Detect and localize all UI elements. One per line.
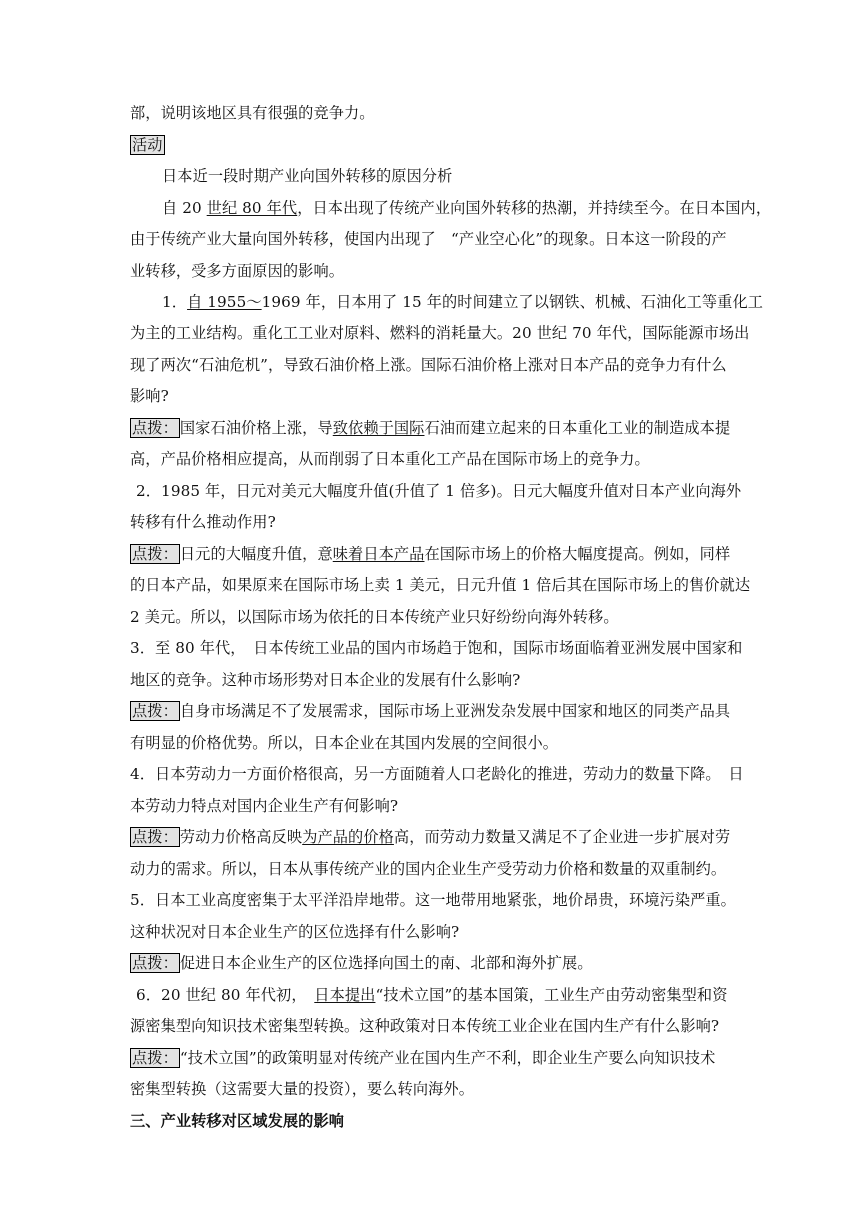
tip-label: 点拨： [132, 828, 178, 846]
text: 的日本产品，如果原来在国际市场上卖 1 美元，日元升值 1 倍后其在国际市场上的售价就达 [130, 576, 751, 594]
text: 现了两次“石油危机”，导致石油价格上涨。国际石油价格上涨对日本产品的竞争力有什么 [130, 356, 727, 374]
text: 动力的需求。所以，日本从事传统产业的国内企业生产受劳动力价格和数量的双重制约。 [130, 860, 727, 878]
underlined-text: 为产品的价格 [302, 828, 394, 846]
para-line [130, 859, 730, 879]
text: 日元的大幅度升值，意 [179, 545, 333, 563]
tip-6 [130, 1048, 730, 1068]
para-line [130, 323, 750, 343]
text: 这种状况对日本企业生产的区位选择有什么影响? [130, 923, 460, 941]
text: 劳动力价格高反映 [179, 828, 303, 846]
question-1 [162, 292, 762, 312]
text: ，日本出现了传统产业向国外转移的热潮，并持续至今。在日本国内， [297, 199, 772, 217]
tip-label: 点拨： [132, 1049, 178, 1067]
tip-label: 点拨： [132, 954, 178, 972]
text: 1． [162, 293, 188, 311]
text: 本劳动力特点对国内企业生产有何影响? [130, 797, 399, 815]
underlined-text: 世纪 80 年代 [206, 199, 298, 217]
para-line [130, 512, 730, 532]
underlined-text: 自 1955～ [187, 293, 262, 311]
para-line [130, 103, 730, 123]
para-line [130, 922, 730, 942]
text: 促进日本企业生产的区位选择向国土的南、北部和海外扩展。 [179, 954, 593, 972]
text: 2 美元。所以，以国际市场为依托的日本传统产业只好纷纷向海外转移。 [130, 608, 619, 626]
tip-4 [130, 827, 730, 847]
text: 自身市场满足不了发展需求，国际市场上亚洲发杂发展中国家和地区的同类产品具 [179, 702, 731, 720]
text: 6．20 世纪 80 年代初， [136, 986, 315, 1004]
tip-2 [130, 544, 730, 564]
para-line [162, 198, 772, 218]
text: 5．日本工业高度密集于太平洋沿岸地带。这一地带用地紧张，地价昂贵，环境污染严重。 [130, 891, 736, 909]
text: 3．至 80 年代， 日本传统工业品的国内市场趋于饱和，国际市场面临着亚洲发展中国家和 [130, 639, 743, 657]
para-line [130, 386, 730, 406]
text: 高，而劳动力数量又满足不了企业进一步扩展对劳 [393, 828, 731, 846]
text: 2．1985 年，日元对美元大幅度升值(升值了 1 倍多)。日元大幅度升值对日本产业向海外 [136, 482, 742, 500]
text: “技术立国”的基本国策，工业生产由劳动密集型和资 [375, 986, 728, 1004]
activity-label: 活动 [132, 136, 163, 154]
heading-text: 三、产业转移对区域发展的影响 [130, 1112, 345, 1130]
underlined-text: 致依赖于国际 [332, 419, 425, 437]
underlined-text: 味着日本产品 [332, 545, 425, 563]
text: 在国际市场上的价格大幅度提高。例如，同样 [424, 545, 731, 563]
underlined-text: 日本提出 [314, 986, 376, 1004]
text: 源密集型向知识技术密集型转换。这种政策对日本传统工业企业在国内生产有什么影响? [130, 1017, 720, 1035]
text: 石油而建立起来的日本重化工业的制造成本提 [424, 419, 731, 437]
text: 日本近一段时期产业向国外转移的原因分析 [162, 167, 453, 185]
text: 业转移，受多方面原因的影响。 [130, 262, 345, 280]
question-3 [130, 638, 743, 658]
para-line [130, 229, 730, 249]
para-line [130, 1079, 730, 1099]
text: 自 20 [162, 199, 207, 217]
para-line [130, 733, 730, 753]
text: 有明显的价格优势。所以，日本企业在其国内发展的空间很小。 [130, 734, 559, 752]
text: 为主的工业结构。重化工工业对原料、燃料的消耗量大。20 世纪 70 年代，国际能源市场出 [130, 324, 750, 342]
para-line [130, 607, 730, 627]
tip-5 [130, 953, 730, 973]
section-subtitle [162, 166, 762, 186]
para-line [130, 355, 730, 375]
question-6 [136, 985, 736, 1005]
section-heading [130, 1111, 730, 1131]
text: “技术立国”的政策明显对传统产业在国内生产不利，即企业生产要么向知识技术 [179, 1049, 716, 1067]
text: 部，说明该地区具有很强的竞争力。 [130, 104, 375, 122]
para-line [130, 261, 730, 281]
tip-label: 点拨： [132, 545, 178, 563]
question-2 [136, 481, 742, 501]
text: 转移有什么推动作用? [130, 513, 276, 531]
para-line [130, 670, 730, 690]
para-line [130, 1016, 730, 1036]
tip-1 [130, 418, 730, 438]
para-line [130, 796, 730, 816]
text: 密集型转换（这需要大量的投资），要么转向海外。 [130, 1080, 475, 1098]
tip-label: 点拨： [132, 419, 178, 437]
text: 1969 年，日本用了 15 年的时间建立了以钢铁、机械、石油化工等重化工 [261, 293, 764, 311]
question-5 [130, 890, 736, 910]
tip-3 [130, 701, 730, 721]
tip-label: 点拨： [132, 702, 178, 720]
text: 高，产品价格相应提高，从而削弱了日本重化工产品在国际市场上的竞争力。 [130, 450, 650, 468]
text: 4．日本劳动力一方面价格很高，另一方面随着人口老龄化的推进，劳动力的数量下降。 日 [130, 765, 744, 783]
para-line [130, 449, 730, 469]
text: 地区的竞争。这种市场形势对日本企业的发展有什么影响? [130, 671, 521, 689]
question-4 [130, 764, 744, 784]
text: 影响? [130, 387, 169, 405]
text: 由于传统产业大量向国外转移，使国内出现了 “产业空心化”的现象。日本这一阶段的产 [130, 230, 727, 248]
activity-line [130, 135, 730, 155]
text: 国家石油价格上涨，导 [179, 419, 333, 437]
para-line [130, 575, 751, 595]
